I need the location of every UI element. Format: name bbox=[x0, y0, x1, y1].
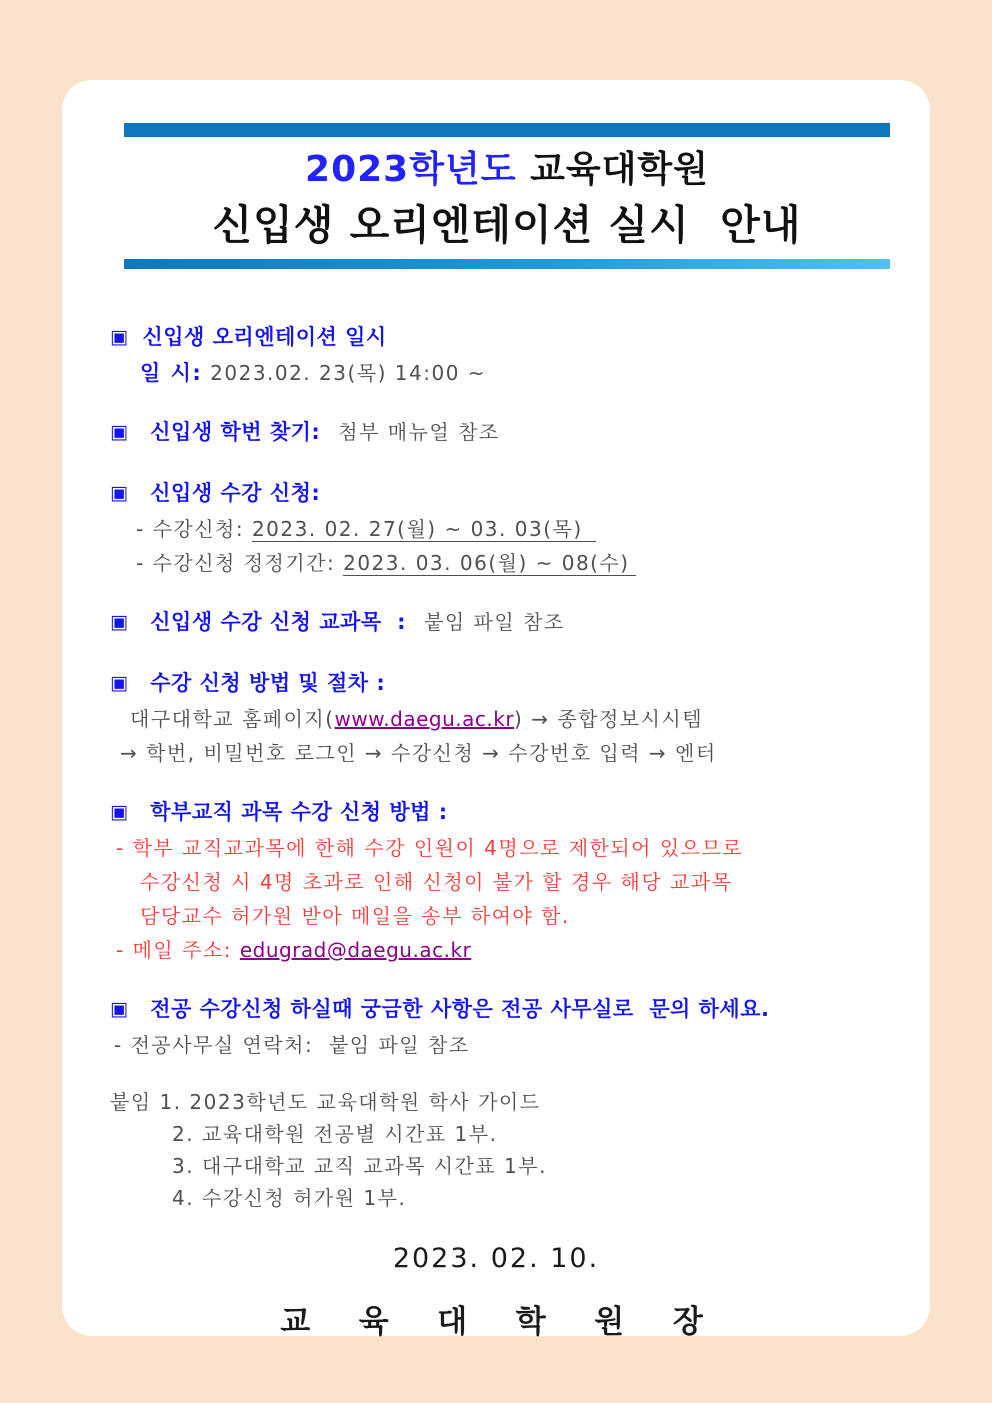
section-undergrad-teaching-courses bbox=[110, 796, 882, 965]
section-heading: ▣ 전공 수강신청 하실때 궁금한 사항은 전공 사무실로 문의 하세요. bbox=[110, 997, 770, 1021]
section-course-registration bbox=[110, 477, 882, 578]
square-bullet-icon: ▣ bbox=[110, 611, 129, 633]
title-line-2: 신입생 오리엔테이션 실시 안내 bbox=[212, 201, 802, 249]
section-course-list bbox=[110, 606, 882, 639]
square-bullet-icon: ▣ bbox=[110, 672, 129, 694]
limit-notice-line-1: - 학부 교직교과목에 한해 수강 인원이 4명으로 제한되어 있으므로 bbox=[116, 836, 744, 860]
section-student-id bbox=[110, 416, 882, 449]
section-major-office-inquiry bbox=[110, 993, 882, 1060]
attachment-item: 3. 대구대학교 교직 교과목 시간표 1부. bbox=[172, 1154, 547, 1178]
attachments-list bbox=[110, 1087, 882, 1213]
title-line-1 bbox=[124, 141, 890, 199]
section-registration-method bbox=[110, 667, 882, 768]
homepage-line: 대구대학교 홈페이지(www.daegu.ac.kr) → 종합정보시시템 bbox=[130, 707, 704, 731]
section-heading: ▣ 학부교직 과목 수강 신청 방법 : bbox=[110, 800, 448, 824]
registration-label: - 수강신청: bbox=[136, 517, 252, 541]
title-year: 2023학년도 bbox=[305, 149, 517, 190]
section-heading: ▣ 신입생 수강 신청 교과목 : 붙임 파일 참조 bbox=[110, 610, 565, 634]
orientation-datetime-line bbox=[110, 358, 882, 388]
registration-period-line bbox=[110, 514, 882, 544]
email-link[interactable]: edugrad@daegu.ac.kr bbox=[239, 938, 472, 962]
square-bullet-icon: ▣ bbox=[110, 998, 129, 1020]
notice-body bbox=[110, 321, 882, 1341]
attachment-item: 4. 수강신청 허가원 1부. bbox=[172, 1186, 407, 1210]
course-list-value: 붙임 파일 참조 bbox=[424, 610, 565, 634]
square-bullet-icon: ▣ bbox=[110, 421, 129, 443]
email-line bbox=[110, 935, 882, 965]
attachment-item: 붙임 1. 2023학년도 교육대학원 학사 가이드 bbox=[110, 1090, 541, 1114]
student-id-value: 첨부 매뉴얼 참조 bbox=[338, 420, 500, 444]
document-date: 2023. 02. 10. bbox=[392, 1243, 600, 1274]
limit-notice-line-2: 수강신청 시 4명 초과로 인해 신청이 불가 할 경우 해당 교과목 bbox=[140, 870, 733, 894]
square-bullet-icon: ▣ bbox=[110, 326, 129, 348]
email-label: - 메일 주소: bbox=[116, 938, 240, 962]
section-heading: ▣ 신입생 오리엔테이션 일시 bbox=[110, 325, 387, 349]
correction-period: 2023. 03. 06(월) ~ 08(수) bbox=[343, 551, 636, 576]
title-block bbox=[124, 141, 890, 251]
notice-page bbox=[62, 80, 930, 1340]
datetime-value: 2023.02. 23(목) 14:00 ~ bbox=[202, 361, 487, 385]
university-homepage-link[interactable]: www.daegu.ac.kr bbox=[334, 707, 515, 731]
major-office-contact-line: - 전공사무실 연락처: 붙임 파일 참조 bbox=[114, 1033, 470, 1057]
login-steps-line: → 학번, 비밀번호 로그인 → 수강신청 → 수강번호 입력 → 엔터 bbox=[120, 741, 717, 765]
correction-period-line bbox=[110, 548, 882, 578]
title-institution: 교육대학원 bbox=[516, 149, 709, 190]
datetime-label: 일 시: bbox=[140, 361, 203, 385]
section-heading: ▣ 수강 신청 방법 및 절차 : bbox=[110, 671, 386, 695]
signature-dean: 교 육 대 학 원 장 bbox=[280, 1304, 712, 1340]
attachment-item: 2. 교육대학원 전공별 시간표 1부. bbox=[172, 1122, 498, 1146]
limit-notice-line-3: 담당교수 허가원 받아 메일을 송부 하여야 함. bbox=[140, 904, 570, 928]
header-gradient-bar bbox=[124, 259, 890, 269]
square-bullet-icon: ▣ bbox=[110, 801, 129, 823]
section-heading: ▣ 신입생 학번 찾기: 첨부 매뉴얼 참조 bbox=[110, 420, 500, 444]
correction-label: - 수강신청 정정기간: bbox=[136, 551, 344, 575]
header-top-bar bbox=[124, 123, 890, 137]
section-orientation-datetime bbox=[110, 321, 882, 388]
square-bullet-icon: ▣ bbox=[110, 482, 129, 504]
section-heading: ▣ 신입생 수강 신청: bbox=[110, 481, 321, 505]
registration-period: 2023. 02. 27(월) ~ 03. 03(목) bbox=[252, 517, 597, 542]
